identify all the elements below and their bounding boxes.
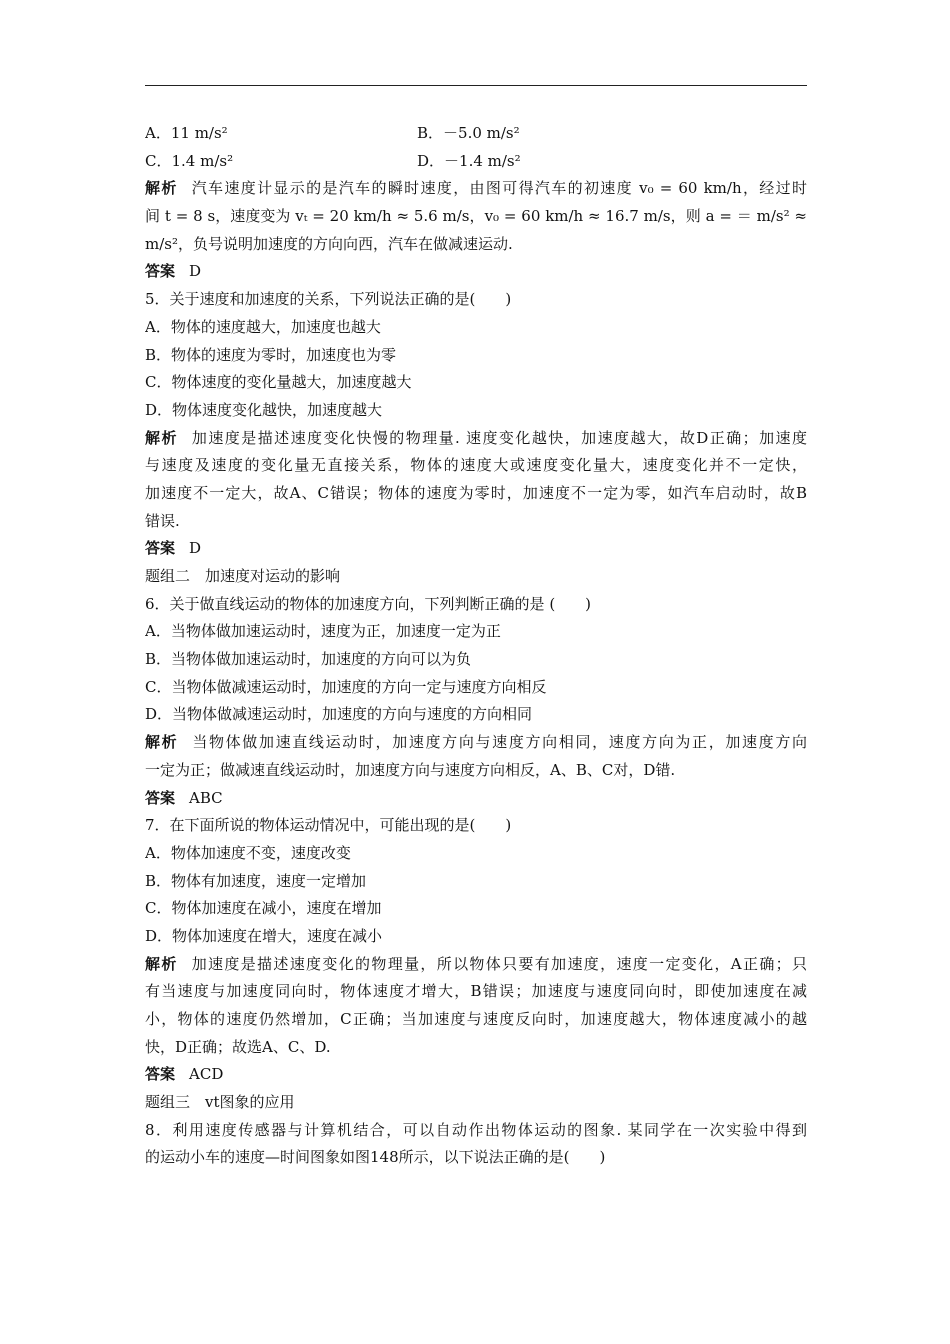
q4-option-c: C．1.4 m/s²: [145, 151, 234, 170]
header-rule: [145, 85, 807, 86]
analysis-label: 解析: [145, 428, 178, 447]
q4-analysis-line-1: [145, 175, 807, 203]
q7-option-a: A．物体加速度不变，速度改变: [145, 843, 351, 862]
q4-option-d: D．－1.4 m/s²: [417, 151, 521, 170]
q7-analysis-line-1: [145, 951, 807, 979]
analysis-label: 解析: [145, 733, 179, 752]
q5-analysis-line-1: [145, 425, 807, 453]
answer-label: 答案: [145, 539, 176, 558]
group-2-heading: 题组二 加速度对运动的影响: [145, 567, 341, 585]
q5-stem: 5．关于速度和加速度的关系，下列说法正确的是( ): [145, 290, 512, 309]
q7-answer-value: ACD: [189, 1065, 224, 1084]
q5-option-d: D．物体速度变化越快，加速度越大: [145, 400, 383, 419]
analysis-label: 解析: [145, 179, 178, 198]
q6-analysis-line-2: 一定为正；做减速直线运动时，加速度方向与速度方向相反，A、B、C对，D错.: [145, 760, 676, 779]
q5-option-a: A．物体的速度越大，加速度也越大: [145, 317, 381, 336]
answer-label: 答案: [145, 1065, 176, 1084]
q7-analysis-line-2: 有当速度与加速度同向时，物体速度才增大，B错误；加速度与速度同向时，即使加速度在减: [145, 982, 807, 1001]
q7-option-c: C．物体加速度在减小，速度在增加: [145, 899, 382, 918]
q6-answer: [145, 785, 807, 813]
q6-analysis-line-1: [145, 729, 807, 757]
q7-option-b: B．物体有加速度，速度一定增加: [145, 871, 367, 890]
q7-analysis-text-1: 加速度是描述速度变化的物理量，所以物体只要有加速度，速度一定变化，A正确；只: [191, 954, 807, 973]
answer-label: 答案: [145, 262, 176, 281]
group-3-heading: 题组三 vt图象的应用: [145, 1093, 295, 1112]
q4-answer: [145, 258, 807, 286]
q6-stem: 6．关于做直线运动的物体的加速度方向，下列判断正确的是 ( ): [145, 594, 592, 613]
q4-options-row-2: [145, 148, 807, 176]
q4-analysis-line-3: m/s²，负号说明加速度的方向向西，汽车在做减速运动.: [145, 234, 513, 253]
q6-option-d: D．当物体做减速运动时，加速度的方向与速度的方向相同: [145, 705, 533, 724]
q4-option-b: B．－5.0 m/s²: [417, 124, 520, 142]
q4-options-row-1: [145, 120, 807, 148]
q5-answer-value: D: [189, 539, 202, 558]
document-body: [145, 120, 807, 1172]
q5-analysis-line-4: 错误.: [145, 511, 180, 530]
q4-option-a: A．11 m/s²: [145, 124, 228, 142]
answer-label: 答案: [145, 788, 176, 807]
q7-analysis-line-4: 快，D正确；故选A、C、D.: [145, 1037, 331, 1056]
q5-option-c: C．物体速度的变化量越大，加速度越大: [145, 373, 412, 392]
q6-option-a: A．当物体做加速运动时，速度为正，加速度一定为正: [145, 622, 501, 641]
q7-analysis-line-3: 小，物体的速度仍然增加，C正确；当加速度与速度反向时，加速度越大，物体速度减小的越: [145, 1010, 807, 1028]
analysis-label: 解析: [145, 954, 178, 973]
q6-option-b: B．当物体做加速运动时，加速度的方向可以为负: [145, 650, 472, 669]
q5-analysis-line-3: 加速度不一定大，故A、C错误；物体的速度为零时，加速度不一定为零，如汽车启动时，故B: [145, 483, 807, 502]
q7-stem: 7．在下面所说的物体运动情况中，可能出现的是( ): [145, 816, 512, 835]
q5-answer: [145, 535, 807, 563]
q5-analysis-line-2: 与速度及速度的变化量无直接关系，物体的速度大或速度变化量大，速度变化并不一定快，: [145, 456, 807, 475]
q5-analysis-text-1: 加速度是描述速度变化快慢的物理量. 速度变化越快，加速度越大，故D正确；加速度: [191, 428, 807, 447]
q4-answer-value: D: [189, 262, 202, 281]
q8-stem-line-1: 8．利用速度传感器与计算机结合，可以自动作出物体运动的图象. 某同学在一次实验中得到: [145, 1120, 807, 1139]
q4-analysis-line-2: 间 t = 8 s，速度变为 vₜ = 20 km/h ≈ 5.6 m/s，v₀ = 60 km/h ≈ 16.7 m/s，则 a = ＝ m/s² ≈: [145, 207, 807, 226]
q5-option-b: B．物体的速度为零时，加速度也为零: [145, 345, 397, 364]
q6-answer-value: ABC: [189, 788, 223, 807]
q7-option-d: D．物体加速度在增大，速度在减小: [145, 926, 383, 945]
q6-option-c: C．当物体做减速运动时，加速度的方向一定与速度方向相反: [145, 677, 547, 696]
q4-analysis-text-1: 汽车速度计显示的是汽车的瞬时速度，由图可得汽车的初速度 v₀ = 60 km/h，经过时: [191, 179, 807, 198]
q8-stem-line-2: 的运动小车的速度—时间图象如图148所示，以下说法正确的是( ): [145, 1148, 606, 1167]
q6-analysis-text-1: 当物体做加速直线运动时，加速度方向与速度方向相同，速度方向为正，加速度方向: [192, 733, 807, 752]
q7-answer: [145, 1061, 807, 1089]
